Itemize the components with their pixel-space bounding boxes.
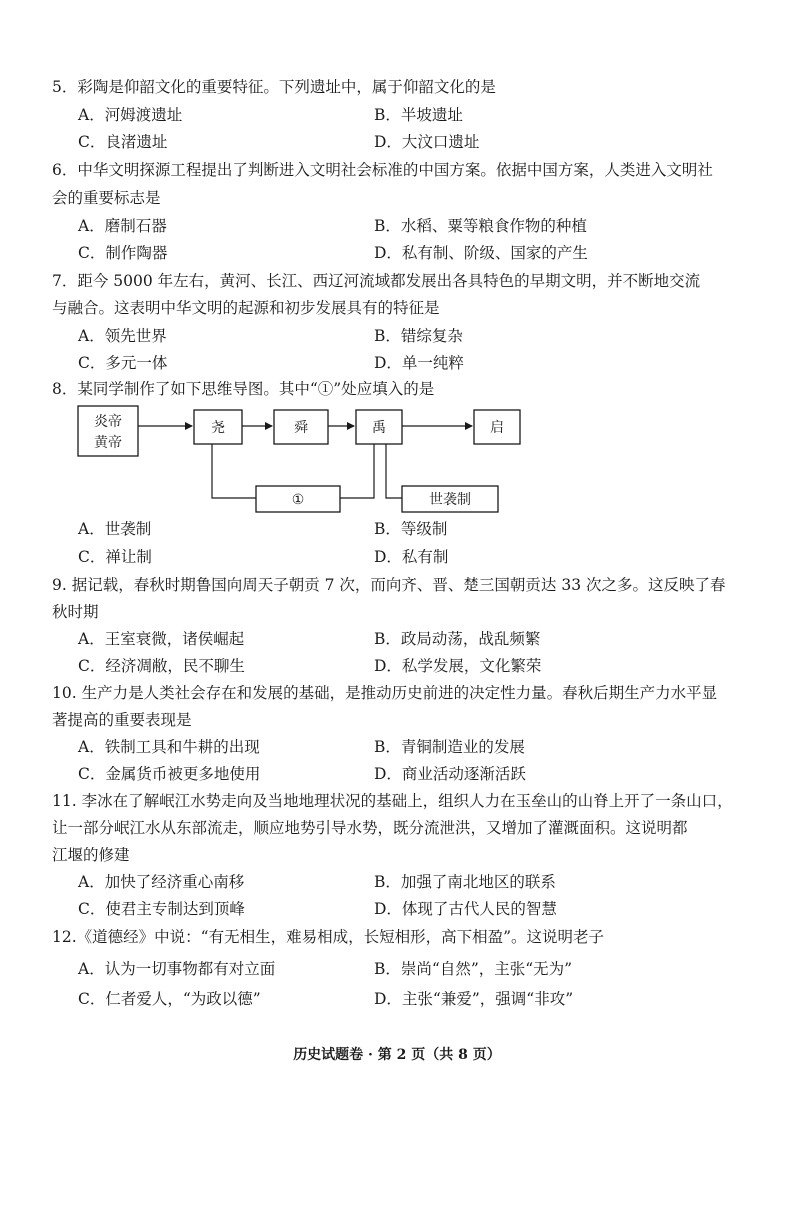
mind-map-diagram <box>72 400 532 516</box>
q8-option-c: C．禅让制 <box>78 548 152 566</box>
q10-option-c: C．金属货币被更多地使用 <box>78 765 261 783</box>
q5-option-c: C．良渚遗址 <box>78 133 168 151</box>
label-blank: ① <box>291 492 305 508</box>
q9-option-c: C．经济凋敝，民不聊生 <box>78 657 245 675</box>
connector-yu-hereditary <box>386 444 402 498</box>
q5-option-a: A．河姆渡遗址 <box>78 106 183 124</box>
q9-option-a: A．王室衰微，诸侯崛起 <box>78 630 245 648</box>
q7-option-b: B．错综复杂 <box>374 327 463 345</box>
label-shun: 舜 <box>294 420 308 436</box>
q7-stem-line1: 7．距今 5000 年左右，黄河、长江、西辽河流域都发展出各具特色的早期文明，并不断地交流 <box>52 272 701 290</box>
label-start-line1: 炎帝 <box>94 414 122 430</box>
label-yao: 尧 <box>211 420 225 436</box>
q12-stem: 12.《道德经》中说：“有无相生，难易相成，长短相形，高下相盈”。这说明老子 <box>52 928 605 946</box>
q7-option-a: A．领先世界 <box>78 327 167 345</box>
connector-yao-blank <box>212 444 256 498</box>
q5-option-b: B．半坡遗址 <box>374 106 463 124</box>
q5-option-d: D．大汶口遗址 <box>374 133 480 151</box>
label-start-line2: 黄帝 <box>94 435 122 451</box>
q10-option-a: A．铁制工具和牛耕的出现 <box>78 738 260 756</box>
q8-option-a: A．世袭制 <box>78 520 152 538</box>
q10-stem-line2: 著提高的重要表现是 <box>52 711 192 729</box>
q8-option-d: D．私有制 <box>374 548 449 566</box>
q12-option-b: B．崇尚“自然”，主张“无为” <box>374 960 573 978</box>
q6-option-c: C．制作陶器 <box>78 244 168 262</box>
q9-stem-line2: 秋时期 <box>52 603 99 621</box>
connector-blank-yu <box>340 444 374 498</box>
q11-option-d: D．体现了古代人民的智慧 <box>374 900 557 918</box>
q11-stem-line3: 江堰的修建 <box>52 846 130 864</box>
q10-option-b: B．青铜制造业的发展 <box>374 738 525 756</box>
q11-stem-line2: 让一部分岷江水从东部流走，顺应地势引导水势，既分流泄洪，又增加了灌溉面积。这说明都 <box>52 819 688 837</box>
q9-stem-line1: 9. 据记载，春秋时期鲁国向周天子朝贡 7 次，而向齐、晋、楚三国朝贡达 33 次之多。这反映了春 <box>52 576 726 594</box>
label-yu: 禹 <box>372 420 386 436</box>
q9-option-b: B．政局动荡，战乱频繁 <box>374 630 541 648</box>
q11-option-a: A．加快了经济重心南移 <box>78 873 245 891</box>
q8-option-b: B．等级制 <box>374 520 448 538</box>
q6-option-b: B．水稻、粟等粮食作物的种植 <box>374 217 587 235</box>
q12-option-c: C．仁者爱人，“为政以德” <box>78 990 261 1008</box>
q11-stem-line1: 11. 李冰在了解岷江水势走向及当地地理状况的基础上，组织人力在玉垒山的山脊上开了一条山口， <box>52 792 733 810</box>
q5-stem: 5．彩陶是仰韶文化的重要特征。下列遗址中，属于仰韶文化的是 <box>52 78 496 96</box>
q6-stem-line2: 会的重要标志是 <box>52 189 161 207</box>
q6-stem-line1: 6．中华文明探源工程提出了判断进入文明社会标准的中国方案。依据中国方案，人类进入文明社 <box>52 161 713 179</box>
q12-option-a: A．认为一切事物都有对立面 <box>78 960 276 978</box>
q7-option-c: C．多元一体 <box>78 354 168 372</box>
q7-option-d: D．单一纯粹 <box>374 354 464 372</box>
q11-option-b: B．加强了南北地区的联系 <box>374 873 556 891</box>
q10-stem-line1: 10. 生产力是人类社会存在和发展的基础，是推动历史前进的决定性力量。春秋后期生产力水平显 <box>52 684 718 702</box>
q10-option-d: D．商业活动逐渐活跃 <box>374 765 526 783</box>
label-qi: 启 <box>490 420 504 436</box>
page-footer: 历史试题卷 · 第 2 页（共 8 页） <box>293 1047 501 1063</box>
label-hereditary: 世袭制 <box>429 492 471 508</box>
q12-option-d: D．主张“兼爱”，强调“非攻” <box>374 990 574 1008</box>
q11-option-c: C．使君主专制达到顶峰 <box>78 900 245 918</box>
q6-option-a: A．磨制石器 <box>78 217 167 235</box>
q9-option-d: D．私学发展，文化繁荣 <box>374 657 542 675</box>
q8-stem: 8．某同学制作了如下思维导图。其中“①”处应填入的是 <box>52 380 435 398</box>
q7-stem-line2: 与融合。这表明中华文明的起源和初步发展具有的特征是 <box>52 299 440 317</box>
q6-option-d: D．私有制、阶级、国家的产生 <box>374 244 588 262</box>
